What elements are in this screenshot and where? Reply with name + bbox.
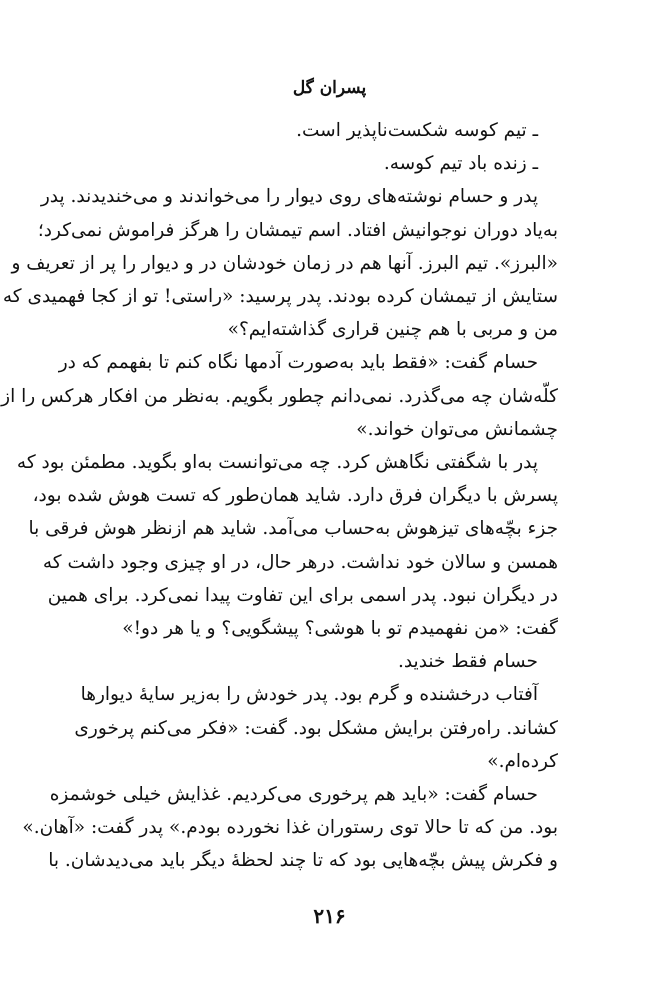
page-number: ۲۱۶ xyxy=(313,904,346,928)
text-line: حسام فقط خندید. xyxy=(397,651,538,673)
text-line: پدر و حسام نوشته‌های روی دیوار را می‌خواندند و می‌خندیدند. پدر xyxy=(40,186,538,208)
text-line: کلّه‌شان چه می‌گذرد. نمی‌دانم چطور بگویم. به‌نظر من افکار هرکس را از xyxy=(1,385,558,407)
text-line: بود. من که تا حالا توی رستوران غذا نخورده بودم.» پدر گفت: «آهان.» xyxy=(22,817,558,839)
text-line: ـ تیم کوسه شکست‌ناپذیر است. xyxy=(296,120,538,141)
text-line: و فکرش پیش بچّه‌هایی بود که تا چند لحظهٔ دیگر باید می‌دیدشان. با xyxy=(48,850,558,872)
body-text xyxy=(1,114,558,878)
text-line: آفتاب درخشنده و گرم بود. پدر خودش را به‌زیر سایهٔ دیوارها xyxy=(80,684,538,706)
text-line: در دیگران نبود. پدر اسمی برای این تفاوت پیدا نمی‌کرد. برای همین xyxy=(47,584,558,606)
text-line: حسام گفت: «فقط باید به‌صورت آدمها نگاه کنم تا بفهمم که در xyxy=(58,352,538,374)
running-head: پسران گل xyxy=(292,78,367,98)
text-line: من و مربی با هم چنین قراری گذاشته‌ایم؟» xyxy=(227,319,558,341)
text-line: پدر با شگفتی نگاهش کرد. چه می‌توانست به‌او بگوید. مطمئن بود که xyxy=(16,452,538,474)
text-line: حسام گفت: «باید هم پرخوری می‌کردیم. غذایش خیلی خوشمزه xyxy=(49,784,538,806)
text-line: «البرز». تیم البرز. آنها هم در زمان خودشان در و دیوار را پر از تعریف و xyxy=(11,252,558,274)
text-line: چشمانش می‌توان خواند.» xyxy=(356,418,558,440)
text-line: به‌یاد دوران نوجوانیش افتاد. اسم تیمشان را هرگز فراموش نمی‌کرد؛ xyxy=(37,219,558,241)
text-line: کشاند. راه‌رفتن برایش مشکل بود. گفت: «فکر می‌کنم پرخوری xyxy=(74,717,558,739)
text-line: جزء بچّه‌های تیزهوش به‌حساب می‌آمد. شاید هم ازنظر هوش فرقی با xyxy=(28,518,558,540)
text-line: همسن و سالان خود نداشت. درهر حال، در او چیزی وجود داشت که xyxy=(42,551,558,573)
text-line: ستایش از تیمشان کرده بودند. پدر پرسید: «راستی! تو از کجا فهمیدی که xyxy=(2,286,558,308)
text-line: پسرش با دیگران فرق دارد. شاید همان‌طور که تست هوش شده بود، xyxy=(32,485,558,507)
text-line: گفت: «من نفهمیدم تو با هوشی؟ پیشگویی؟ و یا هر دو!» xyxy=(122,618,558,640)
text-line: کرده‌ام.» xyxy=(487,750,558,772)
text-line: ـ زنده باد تیم کوسه. xyxy=(383,153,538,175)
